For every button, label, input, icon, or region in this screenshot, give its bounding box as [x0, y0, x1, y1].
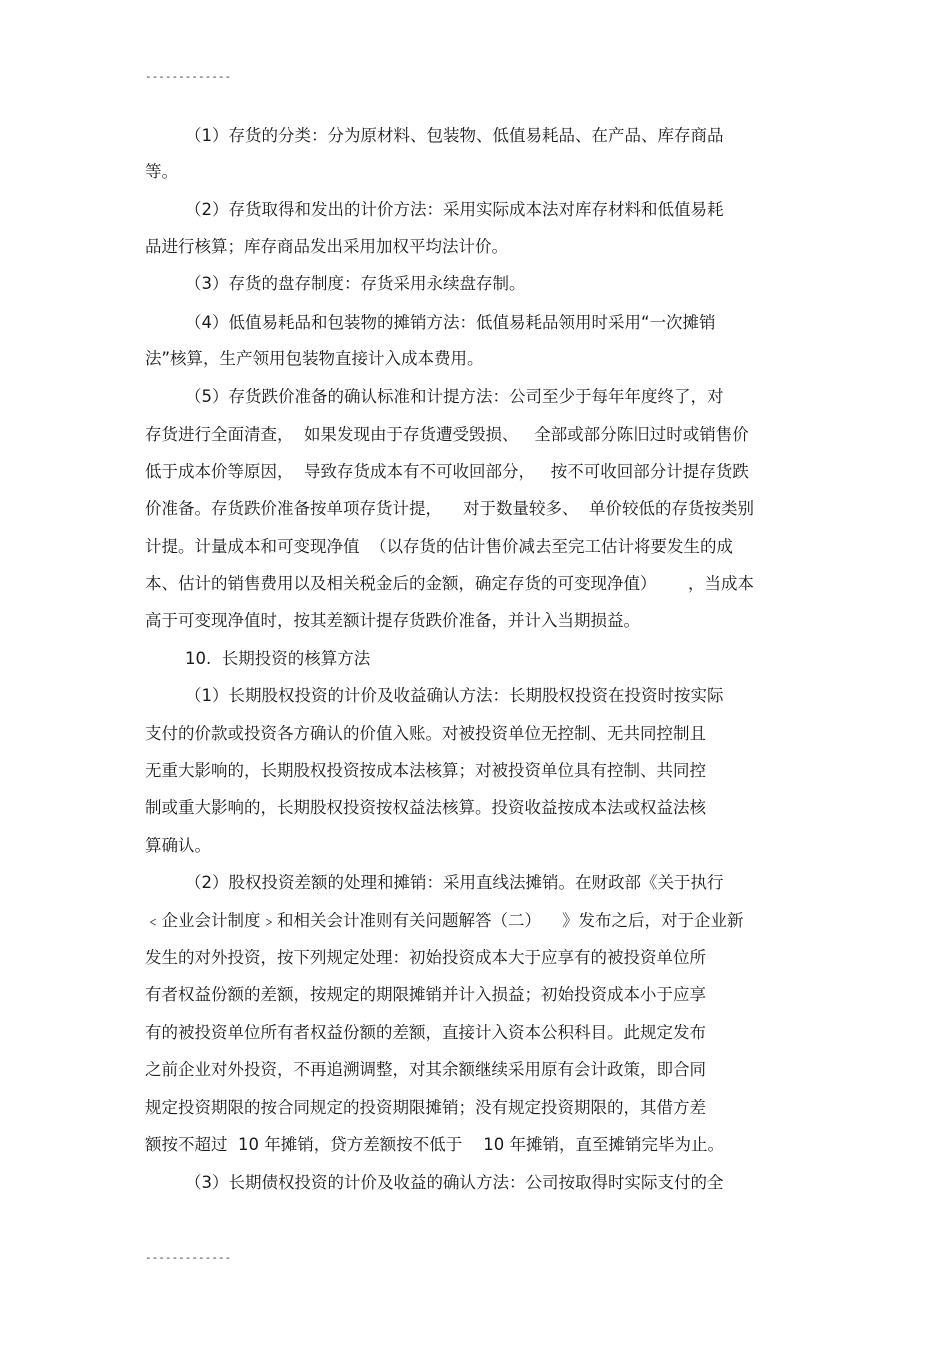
text-line: ﹤企业会计制度﹥和相关会计准则有关问题解答（二） 》发布之后，对于企业新 [145, 911, 744, 930]
text-line: 有的被投资单位所有者权益份额的差额，直接计入资本公积科目。此规定发布 [145, 1023, 706, 1042]
text-line: （1）存货的分类：分为原材料、包装物、低值易耗品、在产品、库存商品 [185, 126, 724, 145]
text-line: 额按不超过 10 年摊销，贷方差额按不低于 10 年摊销，直至摊销完毕为止。 [145, 1135, 724, 1154]
text-line: （2）股权投资差额的处理和摊销：采用直线法摊销。在财政部《关于执行 [185, 873, 724, 892]
text-line: 存货进行全面清查， 如果发现由于存货遭受毁损、 全部或部分陈旧过时或销售价 [145, 425, 749, 444]
text-line: 规定投资期限的按合同规定的投资期限摊销；没有规定投资期限的，其借方差 [145, 1098, 706, 1117]
section-heading: 10. 长期投资的核算方法 [185, 649, 371, 668]
text-line: 发生的对外投资，按下列规定处理：初始投资成本大于应享有的被投资单位所 [145, 948, 706, 967]
text-line: 高于可变现净值时，按其差额计提存货跌价准备，并计入当期损益。 [145, 611, 640, 630]
text-line: （5）存货跌价准备的确认标准和计提方法：公司至少于每年年度终了，对 [185, 387, 724, 406]
text-line: 法”核算，生产领用包装物直接计入成本费用。 [145, 349, 484, 368]
text-line: （3）长期债权投资的计价及收益的确认方法：公司按取得时实际支付的全 [185, 1173, 724, 1192]
text-line: （4）低值易耗品和包装物的摊销方法：低值易耗品领用时采用“一次摊销 [185, 313, 716, 332]
header-rule: ------------- [145, 70, 232, 83]
footer-rule: ------------- [145, 1251, 232, 1264]
text-line: 品进行核算；库存商品发出采用加权平均法计价。 [145, 237, 508, 256]
text-line: 等。 [145, 162, 178, 181]
text-line: 计提。计量成本和可变现净值 （以存货的估计售价减去至完工估计将要发生的成 [145, 537, 733, 556]
text-line: 有者权益份额的差额，按规定的期限摊销并计入损益；初始投资成本小于应享 [145, 985, 706, 1004]
text-line: 低于成本价等原因， 导致存货成本有不可收回部分， 按不可收回部分计提存货跌 [145, 462, 749, 481]
text-line: 价准备。存货跌价准备按单项存货计提， 对于数量较多、 单价较低的存货按类别 [145, 499, 754, 518]
text-line: 之前企业对外投资，不再追溯调整，对其余额继续采用原有会计政策，即合同 [145, 1060, 706, 1079]
text-line: （2）存货取得和发出的计价方法：采用实际成本法对库存材料和低值易耗 [185, 200, 724, 219]
text-line: （1）长期股权投资的计价及收益确认方法：长期股权投资在投资时按实际 [185, 686, 724, 705]
text-line: （3）存货的盘存制度：存货采用永续盘存制。 [185, 274, 526, 293]
text-line: 制或重大影响的，长期股权投资按权益法核算。投资收益按成本法或权益法核 [145, 798, 706, 817]
text-line: 本、估计的销售费用以及相关税金后的金额，确定存货的可变现净值） ，当成本 [145, 574, 754, 593]
text-line: 无重大影响的，长期股权投资按成本法核算；对被投资单位具有控制、共同控 [145, 761, 706, 780]
text-line: 支付的价款或投资各方确认的价值入账。对被投资单位无控制、无共同控制且 [145, 724, 706, 743]
text-line: 算确认。 [145, 836, 211, 855]
